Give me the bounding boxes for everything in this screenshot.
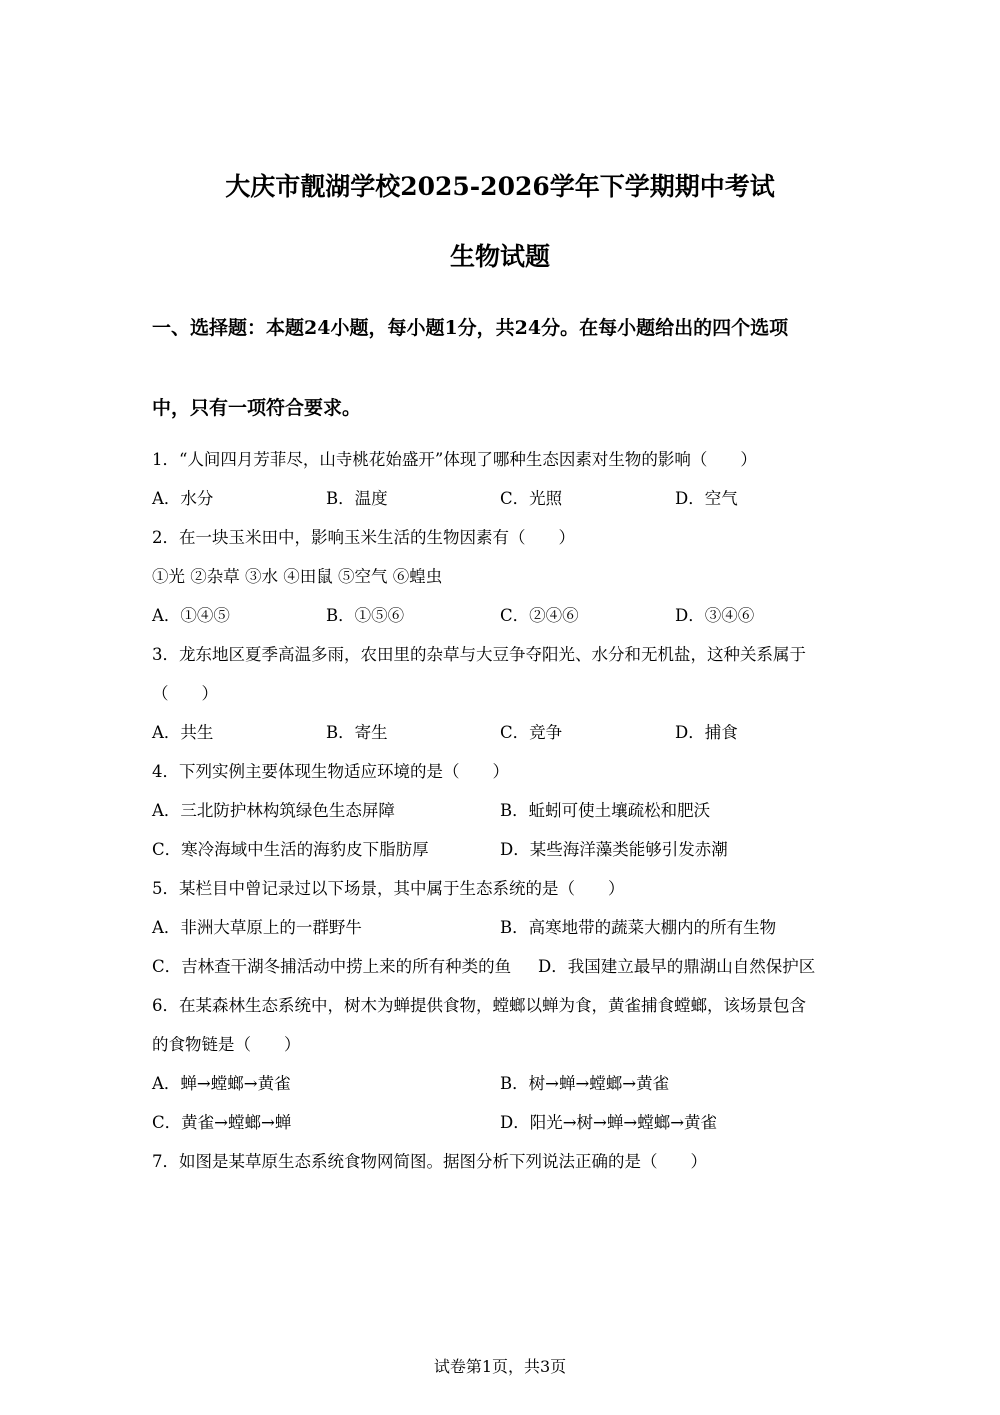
question-5-option-a: A．非洲大草原上的一群野牛 bbox=[152, 918, 362, 937]
question-3-option-a: A．共生 bbox=[152, 723, 214, 742]
question-3-stem-cont: （ ） bbox=[152, 684, 218, 703]
question-3-option-c: C．竞争 bbox=[500, 723, 563, 742]
question-4-stem: 4．下列实例主要体现生物适应环境的是（ ） bbox=[152, 762, 509, 781]
question-7-stem: 7．如图是某草原生态系统食物网简图。据图分析下列说法正确的是（ ） bbox=[152, 1152, 707, 1171]
question-5-option-d: D．我国建立最早的鼎湖山自然保护区 bbox=[538, 957, 816, 976]
question-5-option-c: C．吉林查干湖冬捕活动中捞上来的所有种类的鱼 bbox=[152, 957, 512, 976]
section-heading-line-1: 一、选择题：本题24小题，每小题1分，共24分。在每小题给出的四个选项 bbox=[152, 317, 789, 339]
question-1-option-c: C．光照 bbox=[500, 489, 563, 508]
question-4-option-d: D．某些海洋藻类能够引发赤潮 bbox=[500, 840, 728, 859]
question-2-stem: 2．在一块玉米田中，影响玉米生活的生物因素有（ ） bbox=[152, 528, 575, 547]
exam-subtitle: 生物试题 bbox=[449, 242, 550, 271]
question-1-option-b: B．温度 bbox=[326, 489, 388, 508]
question-2-option-d: D．③④⑥ bbox=[675, 606, 755, 625]
question-6-stem-cont: 的食物链是（ ） bbox=[152, 1035, 301, 1054]
question-2-items: ①光 ②杂草 ③水 ④田鼠 ⑤空气 ⑥蝗虫 bbox=[152, 567, 443, 586]
question-4-option-a: A．三北防护林构筑绿色生态屏障 bbox=[152, 801, 395, 820]
question-4-option-b: B．蚯蚓可使土壤疏松和肥沃 bbox=[500, 801, 711, 820]
question-1-option-d: D．空气 bbox=[675, 489, 738, 508]
question-2-option-b: B．①⑤⑥ bbox=[326, 606, 405, 625]
question-6-option-b: B．树→蝉→螳螂→黄雀 bbox=[500, 1074, 670, 1093]
question-3-option-d: D．捕食 bbox=[675, 723, 738, 742]
question-1-stem: 1．“人间四月芳菲尽，山寺桃花始盛开”体现了哪种生态因素对生物的影响（ ） bbox=[152, 450, 757, 469]
question-5-stem: 5．某栏目中曾记录过以下场景，其中属于生态系统的是（ ） bbox=[152, 879, 625, 898]
question-3-option-b: B．寄生 bbox=[326, 723, 388, 742]
question-1-option-a: A．水分 bbox=[152, 489, 214, 508]
question-6-option-a: A．蝉→螳螂→黄雀 bbox=[152, 1074, 291, 1093]
question-2-option-a: A．①④⑤ bbox=[152, 606, 230, 625]
question-3-stem: 3．龙东地区夏季高温多雨，农田里的杂草与大豆争夺阳光、水分和无机盐，这种关系属于 bbox=[152, 645, 806, 664]
question-5-option-b: B．高寒地带的蔬菜大棚内的所有生物 bbox=[500, 918, 777, 937]
exam-title: 大庆市靓湖学校2025-2026学年下学期期中考试 bbox=[225, 172, 775, 201]
page-footer: 试卷第1页，共3页 bbox=[433, 1357, 567, 1376]
question-4-option-c: C．寒冷海域中生活的海豹皮下脂肪厚 bbox=[152, 840, 429, 859]
question-2-option-c: C．②④⑥ bbox=[500, 606, 579, 625]
section-heading-line-2: 中，只有一项符合要求。 bbox=[152, 397, 362, 419]
question-6-option-d: D．阳光→树→蝉→螳螂→黄雀 bbox=[500, 1113, 718, 1132]
question-6-stem: 6．在某森林生态系统中，树木为蝉提供食物，螳螂以蝉为食，黄雀捕食螳螂，该场景包含 bbox=[152, 996, 806, 1015]
question-6-option-c: C．黄雀→螳螂→蝉 bbox=[152, 1113, 292, 1132]
